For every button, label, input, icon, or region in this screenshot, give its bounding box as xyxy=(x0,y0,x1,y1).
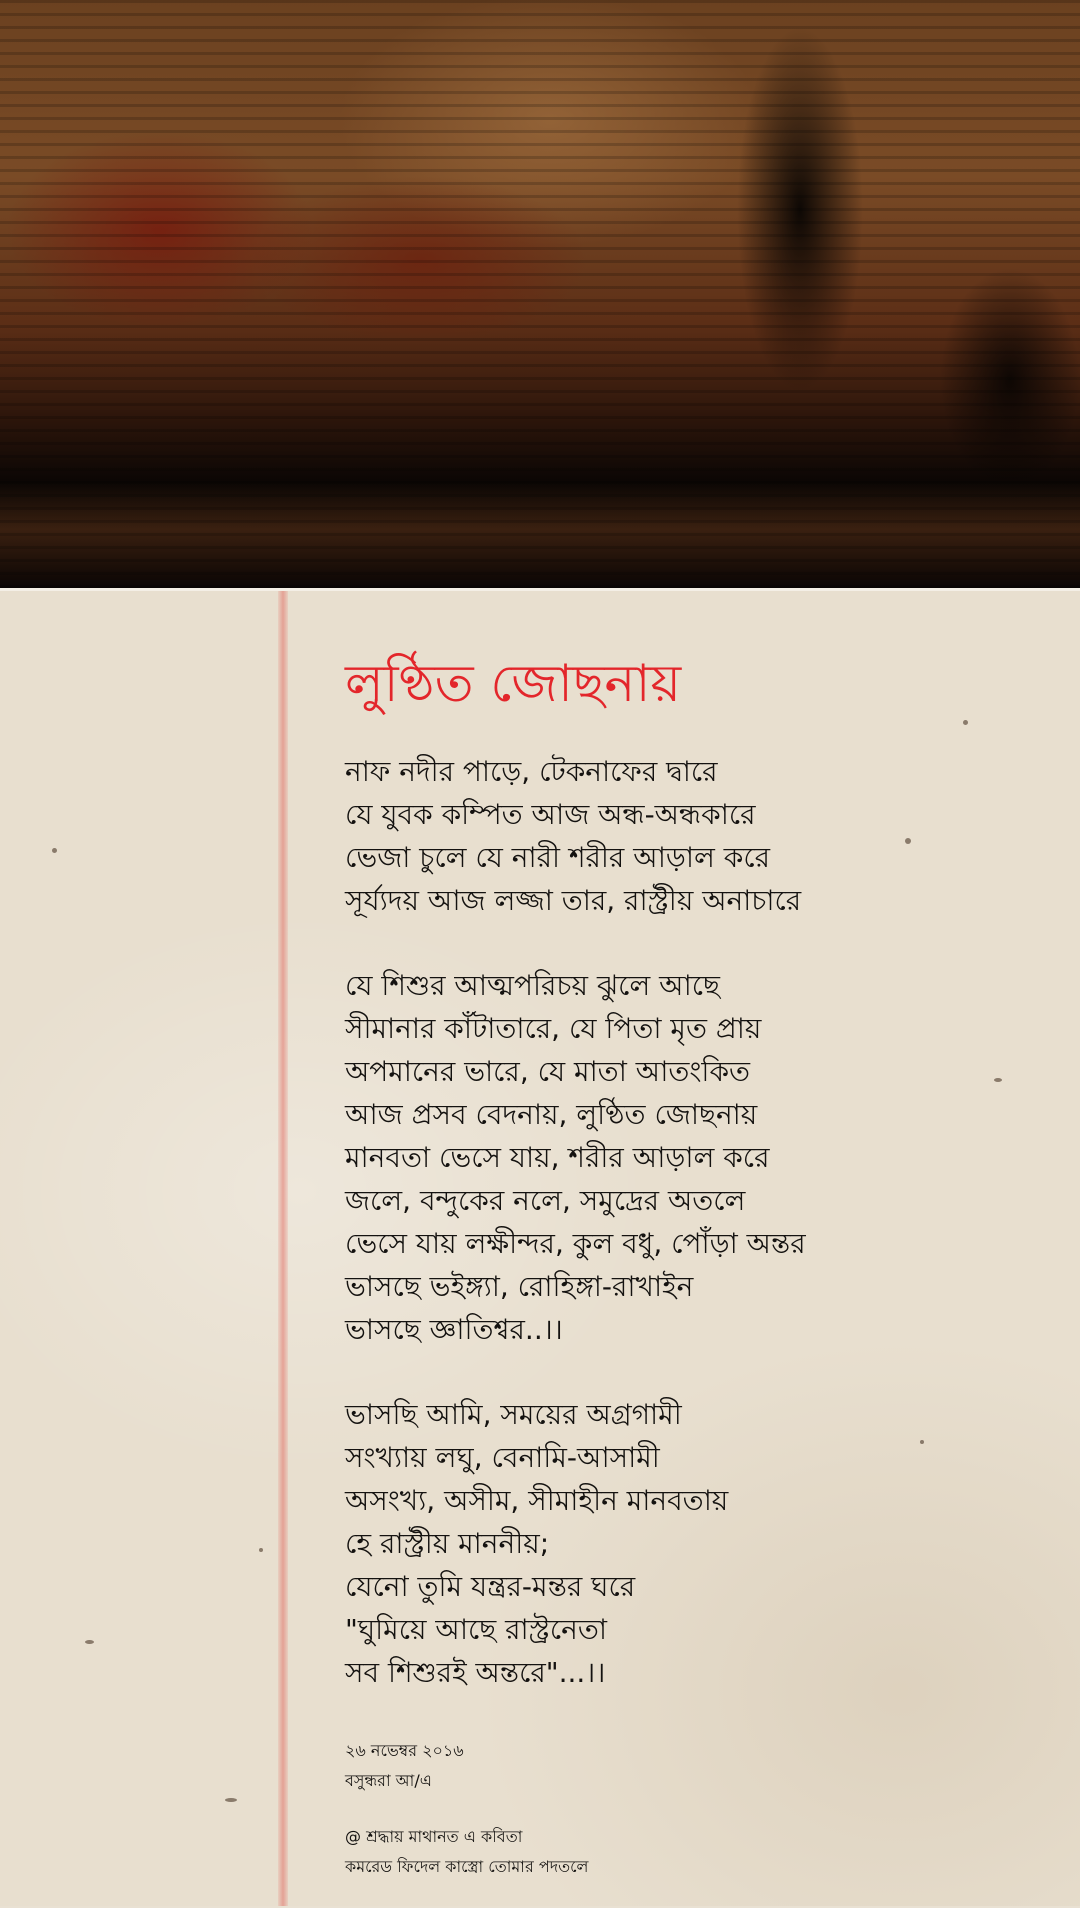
dedication xyxy=(345,1822,1045,1882)
poem-line: নাফ নদীর পাড়ে, টেকনাফের দ্বারে xyxy=(345,755,718,788)
poem-line: অসংখ্য, অসীম, সীমাহীন মানবতায় xyxy=(345,1484,729,1517)
poem-line: "ঘুমিয়ে আছে রাস্ট্রনেতা xyxy=(345,1613,607,1646)
paper-speck xyxy=(85,1640,94,1644)
poem-line: সব শিশুরই অন্তরে"...।। xyxy=(345,1656,606,1689)
poem-line: ভেসে যায় লক্ষীন্দর, কুল বধু, পোঁড়া অন্তর xyxy=(345,1227,806,1260)
poem-line: জলে, বন্দুকের নলে, সমুদ্রের অতলে xyxy=(345,1184,746,1217)
poem-line: আজ প্রসব বেদনায়, লুণ্ঠিত জোছনায় xyxy=(345,1098,758,1131)
poem-line: হে রাস্ট্রীয় মাননীয়; xyxy=(345,1527,550,1560)
poem-line: ভাসছে ভইঙ্গ্যা, রোহিঙ্গা-রাখাইন xyxy=(345,1270,694,1303)
dedication-line: @ শ্রদ্ধায় মাথানত এ কবিতা xyxy=(345,1827,523,1846)
poem-place: বসুন্ধরা আ/এ xyxy=(345,1771,432,1790)
poem-line: সূর্য্যদয় আজ লজ্জা তার, রাস্ট্রীয় অনাচারে xyxy=(345,884,802,917)
stanza-1 xyxy=(345,750,1045,922)
poem-line: সংখ্যায় লঘু, বেনামি-আসামী xyxy=(345,1441,660,1474)
paper-speck xyxy=(225,1798,237,1802)
poem-line: যে যুবক কম্পিত আজ অন্ধ-অন্ধকারে xyxy=(345,798,756,831)
poem-line: মানবতা ভেসে যায়, শরীর আড়াল করে xyxy=(345,1141,770,1174)
margin-line xyxy=(278,591,288,1906)
poem-line: অপমানের ভারে, যে মাতা আতংকিত xyxy=(345,1055,751,1088)
dedication-line: কমরেড ফিদেল কাস্ত্রো তোমার পদতলে xyxy=(345,1857,589,1876)
poem-line: ভাসছি আমি, সময়ের অগ্রগামী xyxy=(345,1398,682,1431)
paper-speck xyxy=(259,1548,263,1552)
header-photo xyxy=(0,0,1080,588)
poem-title: লুণ্ঠিত জোছনায় xyxy=(345,654,682,714)
poem-line: ভাসছে জ্ঞাতিশ্বর..।। xyxy=(345,1313,563,1346)
poem-line: যেনো তুমি যন্ত্রর-মন্তর ঘরে xyxy=(345,1570,636,1603)
stanza-2 xyxy=(345,964,1045,1351)
poem-line: যে শিশুর আত্মপরিচয় ঝুলে আছে xyxy=(345,969,721,1002)
stanza-3 xyxy=(345,1393,1045,1694)
poem-content xyxy=(345,640,1045,1908)
poem-line: ভেজা চুলে যে নারী শরীর আড়াল করে xyxy=(345,841,771,874)
poem-line: সীমানার কাঁটাতারে, যে পিতা মৃত প্রায় xyxy=(345,1012,762,1045)
poem-date: ২৬ নভেম্বর ২০১৬ xyxy=(345,1741,464,1760)
date-place xyxy=(345,1736,1045,1796)
paper-speck xyxy=(52,848,57,853)
